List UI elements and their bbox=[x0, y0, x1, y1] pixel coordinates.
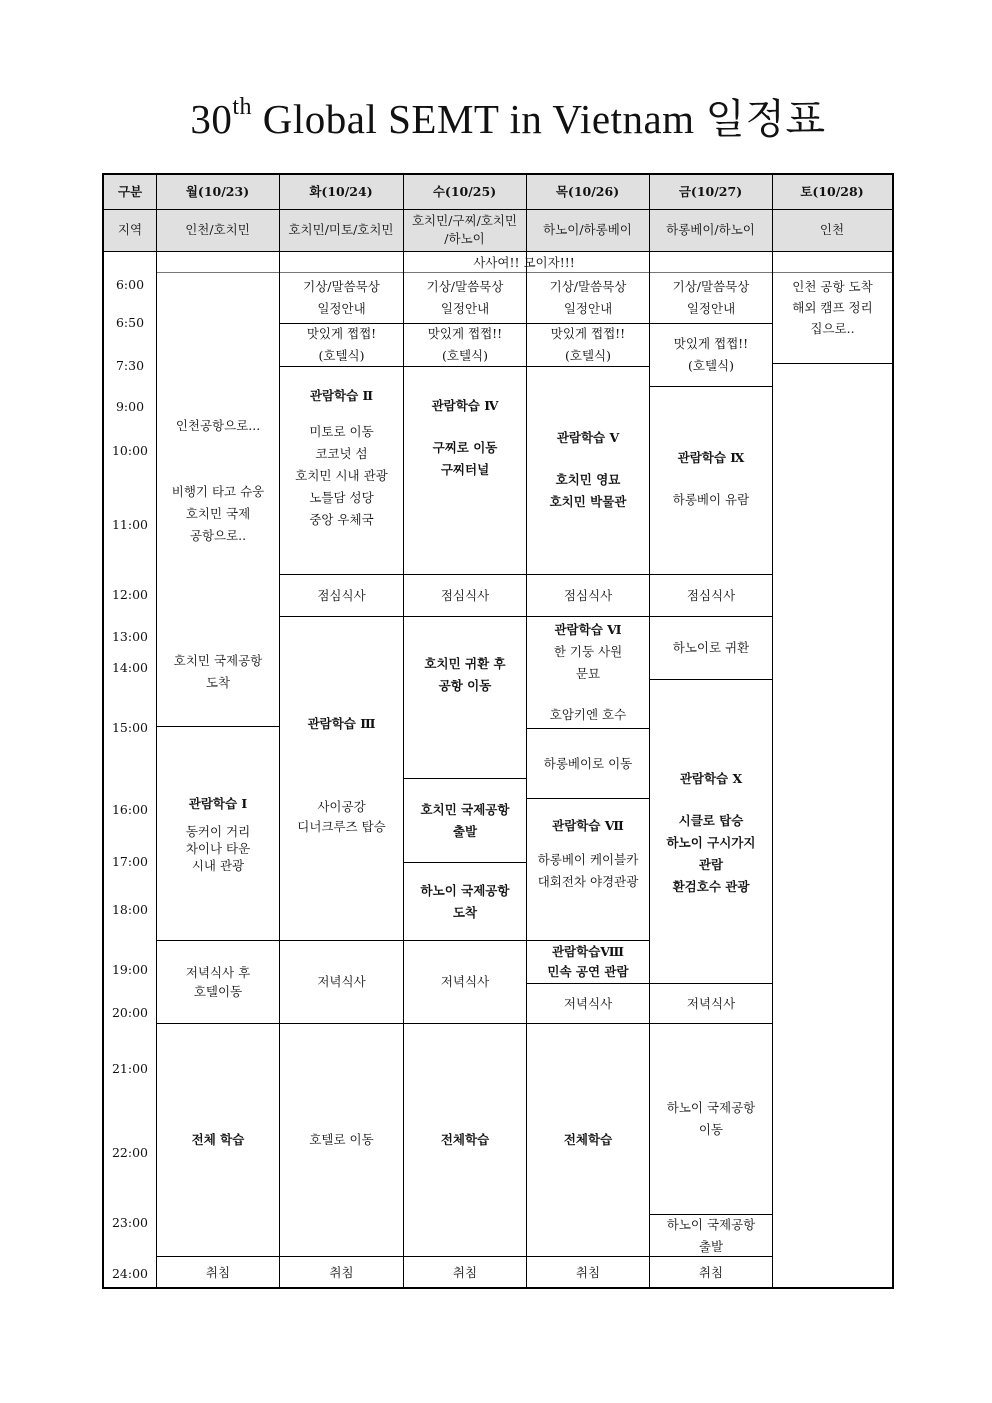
wed-wakeup: 기상/말씀묵상 일정안내 bbox=[426, 279, 504, 316]
tue-wakeup: 기상/말씀묵상 일정안내 bbox=[303, 279, 380, 316]
time-label: 22:00 bbox=[111, 1145, 149, 1160]
grid-line bbox=[104, 251, 892, 252]
thu-tour-8: 관람학습Ⅷ 민속 공연 관람 bbox=[547, 944, 629, 979]
mon-tour-1: 관람학습 Ⅰ 동커이 거리 차이나 타운 시내 관광 bbox=[185, 796, 251, 873]
tue-sleep: 취침 bbox=[329, 1265, 354, 1280]
time-label: 10:00 bbox=[111, 443, 149, 458]
wed-depart: 호치민 국제공항 출발 bbox=[420, 801, 510, 839]
wed-lunch: 점심식사 bbox=[440, 587, 490, 603]
time-label: 6:50 bbox=[115, 315, 145, 330]
time-label: 21:00 bbox=[111, 1061, 149, 1076]
banner-text: 사사여!! 모이자!!! bbox=[473, 254, 575, 270]
thu-lunch: 점심식사 bbox=[563, 587, 613, 603]
fri-tour-9: 관람학습 Ⅸ 하롱베이 유람 bbox=[672, 450, 750, 507]
fri-to-airport: 하노이 국제공항 이동 bbox=[666, 1100, 756, 1137]
tue-dinner: 저녁식사 bbox=[317, 974, 366, 989]
mon-arrival: 호치민 국제공항 도착 bbox=[173, 653, 263, 690]
header-label: 구분 bbox=[117, 184, 143, 199]
grid-line bbox=[772, 363, 892, 364]
time-label: 11:00 bbox=[111, 517, 149, 532]
thu-to-halong: 하롱베이로 이동 bbox=[543, 755, 633, 771]
wed-breakfast: 맛있게 쩝쩝!! (호텔식) bbox=[427, 326, 503, 363]
time-label: 24:00 bbox=[111, 1266, 149, 1281]
thu-breakfast: 맛있게 쩝쩝!! (호텔식) bbox=[550, 326, 626, 363]
time-label: 9:00 bbox=[115, 399, 145, 414]
tue-tour-2: 관람학습 Ⅱ 미토로 이동 코코넛 섬 호치민 시내 관광 노틀담 성당 중앙 우체국 bbox=[295, 388, 388, 527]
time-label: 16:00 bbox=[111, 802, 149, 817]
region-thu: 하노이/하롱베이 bbox=[543, 222, 632, 237]
time-label: 19:00 bbox=[111, 962, 149, 977]
thu-wakeup: 기상/말씀묵상 일정안내 bbox=[549, 279, 627, 316]
fri-tour-10: 관람학습 Ⅹ 시클로 탑승 하노이 구시가지 관람 환검호수 관광 bbox=[666, 771, 756, 894]
region-tue: 호치민/미토/호치민 bbox=[288, 222, 394, 237]
wed-sleep: 취침 bbox=[452, 1265, 478, 1280]
header-sat: 토(10/28) bbox=[800, 184, 864, 199]
fri-return: 하노이로 귀환 bbox=[672, 640, 750, 655]
wed-arrive: 하노이 국제공항 도착 bbox=[420, 882, 510, 920]
time-label: 23:00 bbox=[111, 1215, 149, 1230]
mon-dinner: 저녁식사 후 호텔이동 bbox=[185, 965, 251, 999]
header-tue: 화(10/24) bbox=[309, 184, 373, 199]
time-label: 20:00 bbox=[111, 1005, 149, 1020]
region-mon: 인천/호치민 bbox=[185, 222, 250, 237]
fri-breakfast: 맛있게 쩝쩝!! (호텔식) bbox=[673, 336, 749, 373]
time-label: 17:00 bbox=[111, 854, 149, 869]
time-label: 15:00 bbox=[111, 720, 149, 735]
time-label: 18:00 bbox=[111, 902, 149, 917]
wed-tour-4: 관람학습 Ⅳ 구찌로 이동 구찌터널 bbox=[431, 398, 499, 477]
thu-tour-5: 관람학습 Ⅴ 호치민 영묘 호치민 박물관 bbox=[549, 430, 627, 509]
header-thu: 목(10/26) bbox=[555, 184, 620, 199]
schedule-table bbox=[102, 173, 894, 1289]
header-wed: 수(10/25) bbox=[432, 184, 497, 199]
thu-dinner: 저녁식사 bbox=[563, 995, 613, 1011]
mon-flight: 인천공항으로... 비행기 타고 슈웅 호치민 국제 공항으로.. bbox=[171, 418, 265, 543]
region-fri: 하롱베이/하노이 bbox=[666, 222, 755, 237]
fri-depart: 하노이 국제공항 출발 bbox=[666, 1216, 756, 1254]
mon-sleep: 취침 bbox=[205, 1265, 231, 1280]
time-label: 14:00 bbox=[111, 660, 149, 675]
sat-arrival: 인천 공항 도착 해외 캠프 정리 집으로.. bbox=[792, 279, 873, 336]
thu-study: 전체학습 bbox=[563, 1132, 613, 1147]
region-sat: 인천 bbox=[819, 222, 845, 237]
page-title: 30th Global SEMT in Vietnam 일정표 bbox=[190, 94, 826, 142]
header-mon: 월(10/23) bbox=[185, 184, 250, 199]
thu-sleep: 취침 bbox=[575, 1265, 601, 1280]
tue-tour-3: 관람학습 Ⅲ 사이공강 디너크루즈 탑승 bbox=[297, 716, 386, 834]
region-wed: 호치민/구찌/호치민 /하노이 bbox=[411, 213, 518, 246]
mon-study: 전체 학습 bbox=[191, 1132, 245, 1147]
region-label: 지역 bbox=[117, 222, 143, 237]
time-label: 7:30 bbox=[115, 358, 145, 373]
fri-sleep: 취침 bbox=[698, 1265, 724, 1280]
thu-tour-6: 관람학습 Ⅵ 한 기둥 사원 문묘 호암키엔 호수 bbox=[549, 622, 627, 722]
fri-dinner: 저녁식사 bbox=[686, 995, 736, 1011]
fri-wakeup: 기상/말씀묵상 일정안내 bbox=[672, 279, 750, 316]
tue-lunch: 점심식사 bbox=[317, 587, 366, 603]
header-fri: 금(10/27) bbox=[678, 184, 743, 199]
grid-line bbox=[104, 209, 892, 210]
time-label: 6:00 bbox=[115, 277, 145, 292]
tue-breakfast: 맛있게 쩝쩝! (호텔식) bbox=[306, 326, 377, 363]
wed-dinner: 저녁식사 bbox=[440, 974, 490, 989]
fri-lunch: 점심식사 bbox=[686, 587, 736, 603]
wed-return: 호치민 귀환 후 공항 이동 bbox=[424, 656, 506, 693]
time-label: 12:00 bbox=[111, 587, 149, 602]
thu-tour-7: 관람학습 Ⅶ 하롱베이 케이블카 대회전차 야경관광 bbox=[537, 818, 639, 889]
tue-hotel: 호텔로 이동 bbox=[309, 1132, 374, 1147]
wed-study: 전체학습 bbox=[440, 1132, 490, 1147]
time-label: 13:00 bbox=[111, 629, 149, 644]
